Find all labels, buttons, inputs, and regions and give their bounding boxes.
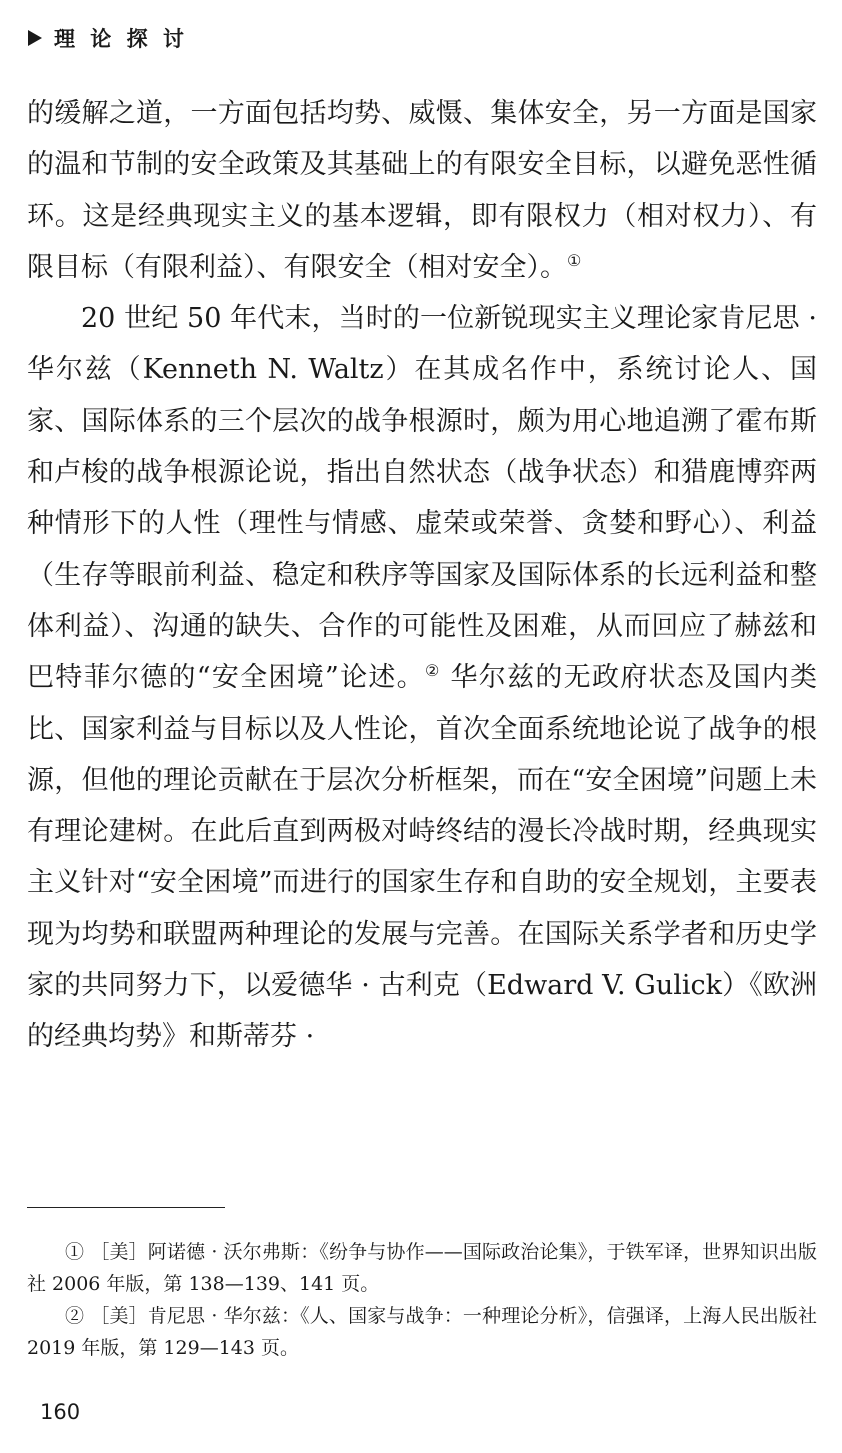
footnote-ref-2[interactable]: ② [424,661,441,681]
section-title: 理 论 探 讨 [54,27,188,51]
footnote-divider [27,1207,225,1208]
footnote-1: ① ［美］阿诺德 · 沃尔弗斯：《纷争与协作——国际政治论集》，于铁军译，世界知识出版社 2006 年版，第 138—139、141 页。 [27,1241,817,1295]
paragraph-2-text-a: 20 世纪 50 年代末，当时的一位新锐现实主义理论家肯尼思 · 华尔兹（Kenneth N. Waltz）在其成名作中，系统讨论人、国家、国际体系的三个层次的战争根源时，颇为用心地追溯了霍布斯和卢梭的战争根源论说，指出自然状态（战争状态）和猎鹿博弈两种情形下的人性（理性与情感、虚荣或荣誉、贪婪和野心）、利益（生存等眼前利益、稳定和秩序等国家及国际体系的长远利益和整体利益）、沟通的缺失、合作的可能性及困难，从而回应了赫兹和巴特菲尔德的“安全困境”论述。 [27,303,817,694]
page-number: 160 [40,1400,81,1424]
running-header [28,22,188,54]
footnote-ref-1[interactable]: ① [567,250,582,270]
footnotes [27,1236,817,1364]
footnote-2: ② ［美］肯尼思 · 华尔兹：《人、国家与战争：一种理论分析》，信强译，上海人民出版社 2019 年版，第 129—143 页。 [27,1305,817,1359]
paragraph-2-text-b: 华尔兹的无政府状态及国内类比、国家利益与目标以及人性论，首次全面系统地论说了战争的根源，但他的理论贡献在于层次分析框架，而在“安全困境”问题上未有理论建树。在此后直到两极对峙终结的漫长冷战时期，经典现实主义针对“安全困境”而进行的国家生存和自助的安全规划，主要表现为均势和联盟两种理论的发展与完善。在国际关系学者和历史学家的共同努力下，以爱德华 · 古利克（Edward V. Gulick）《欧洲的经典均势》和斯蒂芬 · [27,662,817,1053]
paragraph-1 [27,88,817,293]
paragraph-2 [27,293,817,1062]
main-text [27,88,817,1063]
triangle-marker-icon [28,30,42,46]
paragraph-1-text: 的缓解之道，一方面包括均势、威慑、集体安全，另一方面是国家的温和节制的安全政策及其基础上的有限安全目标，以避免恶性循环。这是经典现实主义的基本逻辑，即有限权力（相对权力）、有限目标（有限利益）、有限安全（相对安全）。 [27,98,817,283]
